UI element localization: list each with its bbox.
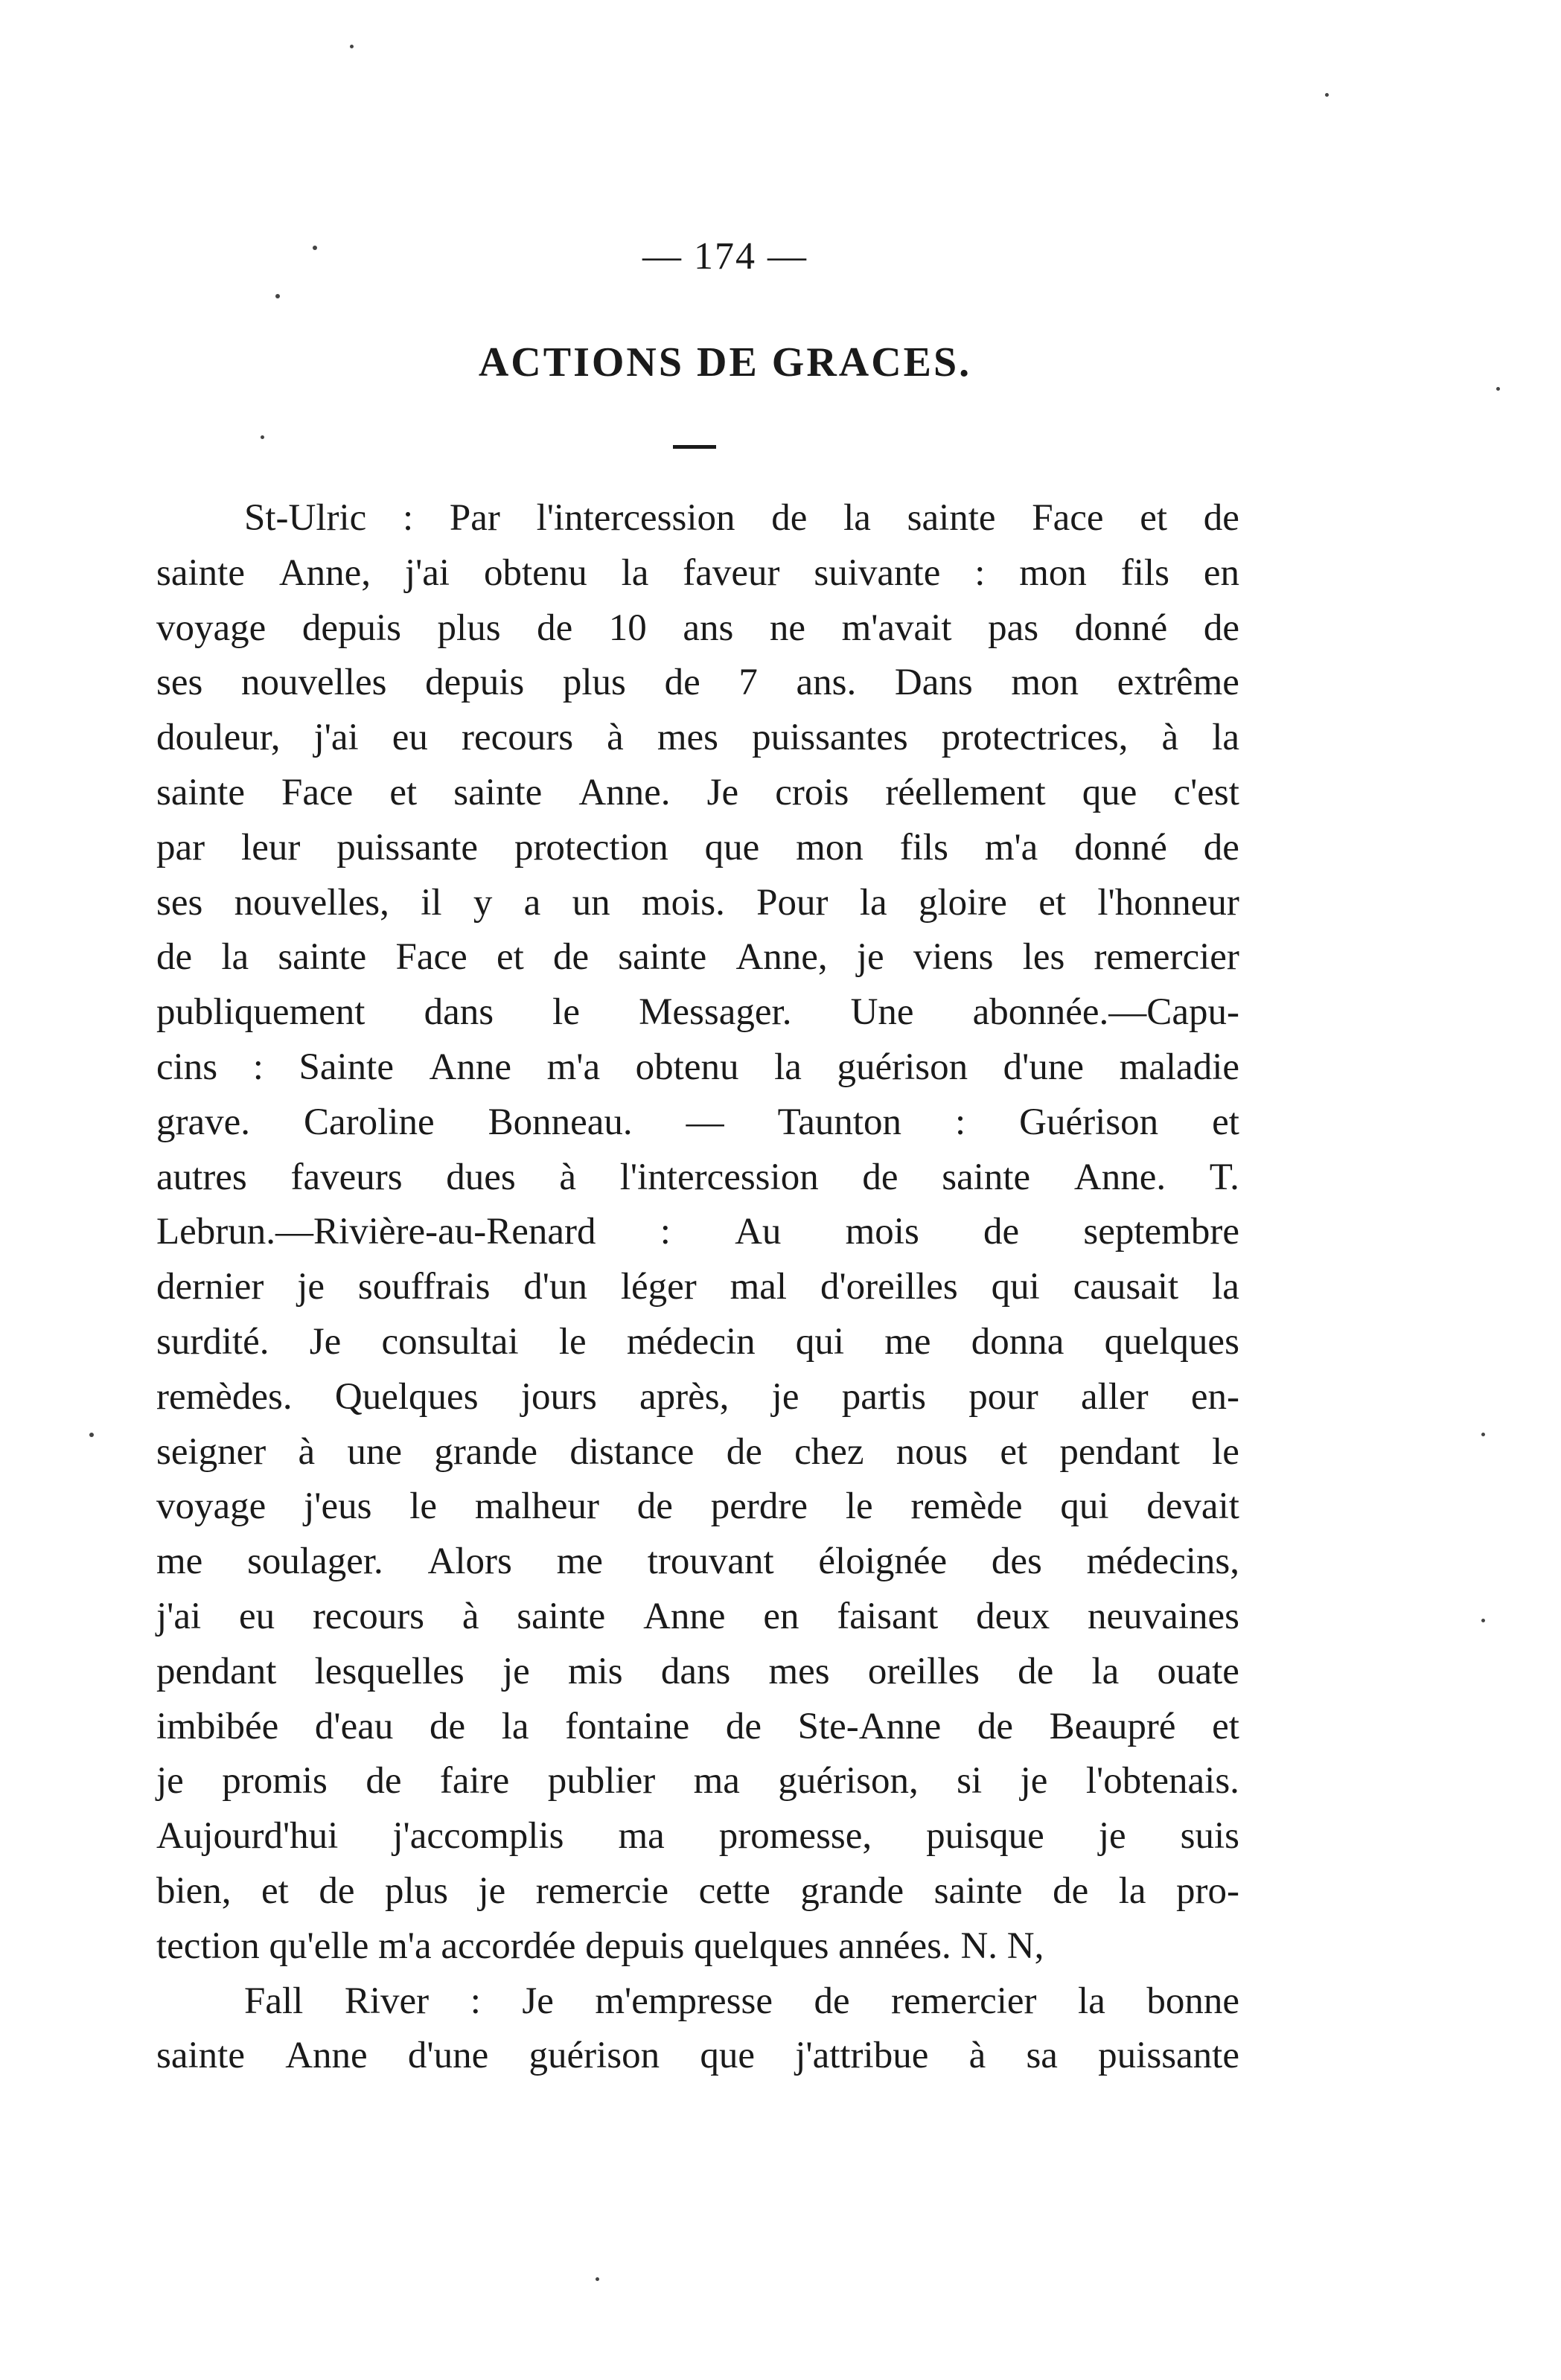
text-line: tection qu'elle m'a accordée depuis quelques années. N. N, [156, 1925, 1044, 1967]
scan-speck [1481, 1433, 1485, 1436]
text-line: bien, et de plus je remercie cette grande sainte de la pro- [156, 1869, 1239, 1912]
text-line: sainte Anne, j'ai obtenu la faveur suivante : mon fils en [156, 551, 1239, 594]
text-line: Aujourd'hui j'accomplis ma promesse, puisque je suis [156, 1815, 1239, 1858]
text-line: Fall River : Je m'empresse de remercier la bonne [244, 1980, 1239, 2022]
text-line: voyage j'eus le malheur de perdre le remède qui devait [156, 1485, 1239, 1528]
text-line: grave. Caroline Bonneau. — Taunton : Guérison et [156, 1101, 1239, 1143]
scan-speck [89, 1433, 94, 1437]
text-line: surdité. Je consultai le médecin qui me donna quelques [156, 1320, 1239, 1363]
text-line: publiquement dans le Messager. Une abonnée.—Capu- [156, 991, 1239, 1034]
text-line: remèdes. Quelques jours après, je partis pour aller en- [156, 1375, 1239, 1418]
text-line: seigner à une grande distance de chez nous et pendant le [156, 1430, 1239, 1473]
text-line: imbibée d'eau de la fontaine de Ste-Anne de Beaupré et [156, 1705, 1239, 1747]
scan-speck [275, 294, 280, 298]
text-line: ses nouvelles depuis plus de 7 ans. Dans mon extrême [156, 662, 1239, 704]
text-line: pendant lesquelles je mis dans mes oreilles de la ouate [156, 1650, 1239, 1692]
scan-speck [261, 435, 264, 439]
text-line: me soulager. Alors me trouvant éloignée des médecins, [156, 1541, 1239, 1583]
text-line: sainte Face et sainte Anne. Je crois réellement que c'est [156, 771, 1239, 813]
page-number: — 174 — [642, 235, 808, 278]
text-line: autres faveurs dues à l'intercession de sainte Anne. T. [156, 1156, 1239, 1198]
text-line: par leur puissante protection que mon fils m'a donné de [156, 826, 1239, 868]
body-text [156, 491, 1239, 2084]
text-line: sainte Anne d'une guérison que j'attribue à sa puissante [156, 2035, 1239, 2077]
text-line: cins : Sainte Anne m'a obtenu la guérison d'une maladie [156, 1046, 1239, 1088]
title-rule [673, 445, 716, 449]
text-line: douleur, j'ai eu recours à mes puissantes protectrices, à la [156, 717, 1239, 759]
text-line: de la sainte Face et de sainte Anne, je viens les remercier [156, 936, 1239, 979]
text-line: Lebrun.—Rivière-au-Renard : Au mois de septembre [156, 1211, 1239, 1253]
scan-speck [596, 2277, 599, 2281]
scan-speck [1496, 387, 1500, 391]
scan-speck [1325, 93, 1329, 97]
text-line: ses nouvelles, il y a un mois. Pour la gloire et l'honneur [156, 881, 1239, 924]
section-title: ACTIONS DE GRACES. [478, 339, 972, 386]
text-line: je promis de faire publier ma guérison, si je l'obtenais. [156, 1760, 1239, 1802]
text-line: St-Ulric : Par l'intercession de la sainte Face et de [244, 497, 1239, 539]
scan-speck [313, 246, 317, 250]
text-line: j'ai eu recours à sainte Anne en faisant deux neuvaines [156, 1595, 1239, 1637]
scan-speck [350, 45, 354, 48]
text-line: dernier je souffrais d'un léger mal d'oreilles qui causait la [156, 1266, 1239, 1308]
text-line: voyage depuis plus de 10 ans ne m'avait pas donné de [156, 607, 1239, 649]
scan-speck [1481, 1619, 1485, 1622]
